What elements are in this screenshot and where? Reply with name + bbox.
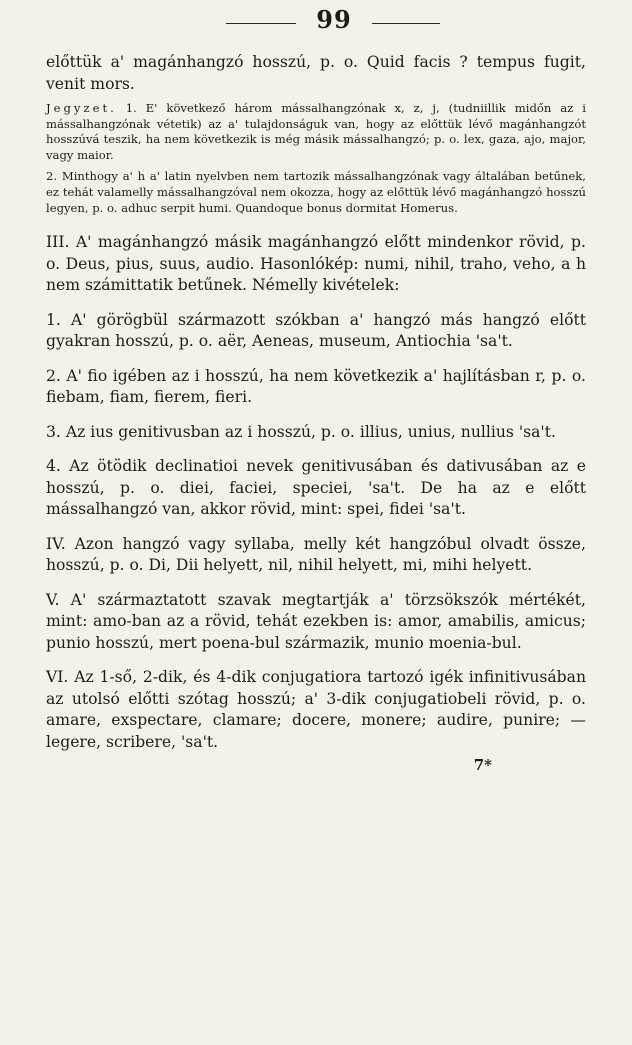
note-heading: Jegyzet. bbox=[46, 101, 117, 115]
note-paragraph-2: 2. Minthogy a' h a' latin nyelvben nem tartozik mássalhangzónak vagy általában betűnek, ez tehát valamelly mássalhangzóval nem okozza, hogy az előttük lévő magánhangzó hosszú legyen, p. o. adhuc serpit humi. Quandoque bonus dormitat Homerus. bbox=[46, 169, 586, 215]
rule-iii-exception-4: 4. Az ötödik declinatioi nevek genitivusában és dativusában az e hosszú, p. o. diei, faciei, speciei, 'sa't. De ha az e előtt mássalhangzó van, akkor rövid, mint: spei, fidei 'sa't. bbox=[46, 457, 586, 519]
note-paragraph-1 bbox=[46, 101, 586, 163]
rule-iii-exception-3: 3. Az ius genitivusban az i hosszú, p. o. illius, unius, nullius 'sa't. bbox=[46, 422, 556, 441]
book-page bbox=[46, 0, 586, 1045]
rule-iii: III. A' magánhangzó másik magánhangzó előtt mindenkor rövid, p. o. Deus, pius, suus, audio. Hasonlókép: numi, nihil, traho, veho, a h nem számittatik betűnek. Némelly kivételek: bbox=[46, 233, 586, 295]
page-header bbox=[46, 5, 586, 35]
rule-v: V. A' származtatott szavak megtartják a' törzsökszók mértékét, mint: amo-ban az a rövid, tehát ezekben is: amor, amabilis, amicus; punio hosszú, mert poena-bul származik, munio moenia-bul. bbox=[46, 590, 586, 652]
rule-iv: IV. Azon hangzó vagy syllaba, melly két hangzóbul olvadt össze, hosszú, p. o. Di, Dii helyett, nil, nihil helyett, mi, mihi helyett. bbox=[46, 534, 586, 575]
note-paragraph-1-text: 1. E' következő három mássalhangzónak x, z, j, (tudniillik midőn az i mássalhangzónak vétetik) az a' tulajdonságuk van, hogy az előttük lévő magánhangzót hosszúvá teszik, ha nem következik is még másik mássalhangzó; p. o. lex, gaza, ajo, major, vagy maior. bbox=[46, 101, 586, 162]
rule-iii-exception-1: 1. A' görögbül származott szókban a' hangzó más hangzó előtt gyakran hosszú, p. o. aër, Aeneas, museum, Antiochia 'sa't. bbox=[46, 310, 586, 351]
signature-mark: 7* bbox=[473, 756, 492, 775]
paragraph-continuation: előttük a' magánhangzó hosszú, p. o. Quid facis ? tempus fugit, venit mors. bbox=[46, 53, 586, 93]
page-body bbox=[46, 52, 586, 774]
header-rule-right bbox=[372, 23, 440, 24]
rule-iii-exception-2: 2. A' fio igében az i hosszú, ha nem következik a' hajlításban r, p. o. fiebam, fiam, fierem, fieri. bbox=[46, 366, 586, 407]
header-rule-left bbox=[226, 23, 296, 24]
page-number: 99 bbox=[316, 5, 352, 34]
rule-vi: VI. Az 1-ső, 2-dik, és 4-dik conjugatiora tartozó igék infinitivusában az utolsó előtti szótag hosszú; a' 3-dik conjugatiobeli rövid, p. o. amare, exspectare, clamare; docere, monere; audire, punire; — legere, scribere, 'sa't. bbox=[46, 668, 586, 751]
